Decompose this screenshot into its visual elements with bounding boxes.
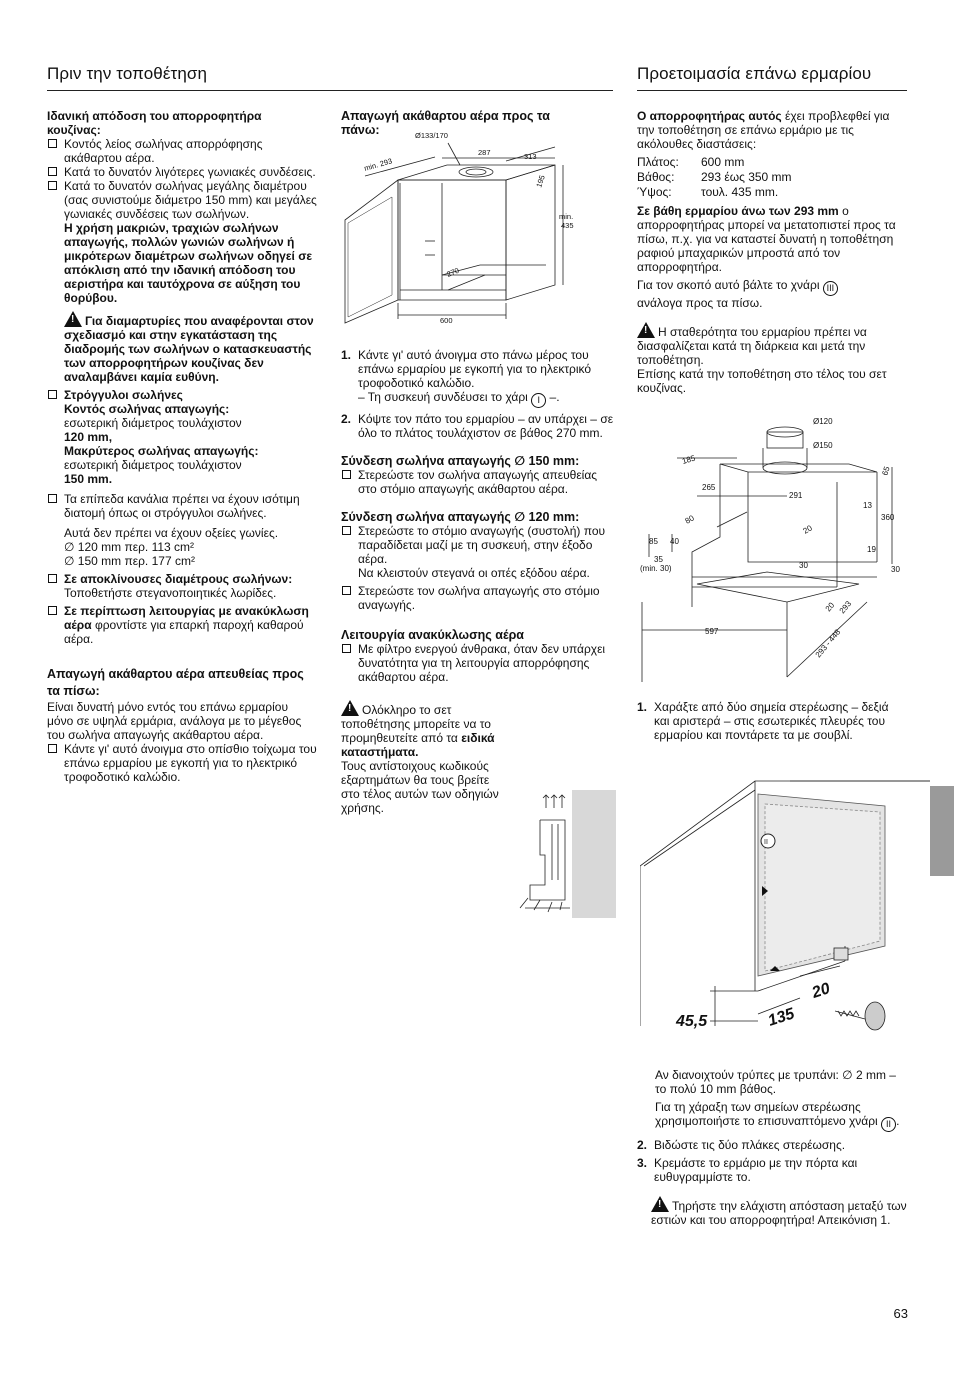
- kit-note: !Ολόκληρο το σετ τοποθέτησης μπορείτε να το προμηθευτείτε από τα ειδικά καταστήματα. Τους αντίστοιχους κωδικούς εξαρτημάτων θα τους βρείτε στο τέλος αυτών των οδηγιών χρήσης.: [341, 700, 511, 815]
- requirements-list: [47, 137, 317, 305]
- svg-text:600: 600: [440, 316, 453, 325]
- svg-text:313: 313: [524, 152, 537, 161]
- svg-text:19: 19: [867, 545, 876, 554]
- svg-text:80: 80: [683, 513, 696, 526]
- svg-text:Ø150: Ø150: [813, 441, 833, 450]
- back-list: [47, 742, 317, 784]
- page-number: 63: [893, 1306, 908, 1321]
- recirculation-airflow-figure: [510, 790, 616, 920]
- list-item: Κοντός λείος σωλήνας απορρόφησης ακάθαρτου αέρα.: [47, 137, 317, 165]
- list-item: Κατά το δυνατόν λιγότερες γωνιακές συνδέσεις.: [47, 165, 317, 179]
- svg-text:20: 20: [823, 600, 837, 614]
- svg-text:40: 40: [670, 537, 679, 546]
- svg-text:291: 291: [789, 491, 803, 500]
- header-rule-left: [47, 90, 613, 91]
- column-3-lower: [637, 1068, 907, 1227]
- svg-text:Ø120: Ø120: [813, 417, 833, 426]
- subheading-up-exhaust: Απαγωγή ακάθαρτου αέρα προς τα πάνω:: [341, 109, 550, 137]
- table-row: Πλάτος: 600 mm: [637, 155, 745, 169]
- ideal-performance-heading: Ιδανική απόδοση του απορροφητήρα κουζίνας:: [47, 109, 262, 137]
- svg-text:597: 597: [705, 627, 719, 636]
- list-item: 2. Βιδώστε τις δύο πλάκες στερέωσης.: [637, 1138, 846, 1152]
- wall: [572, 790, 616, 918]
- subheading-back-exhaust: Απαγωγή ακάθαρτου αέρα απευθείας προς τα πίσω:: [47, 667, 304, 698]
- drill-note: Αν διανοιχτούν τρύπες με τρυπάνι: ∅ 2 mm – το πολύ 10 mm βάθος.: [655, 1068, 896, 1096]
- svg-text:13: 13: [863, 501, 872, 510]
- list-item: Κατά το δυνατόν σωλήνας μεγάλης διαμέτρου (σας συνιστούμε διάμετρο 150 mm) και μεγάλες γωνιακές συνδέσεις των σωλήνων. Η χρήση μακριών, τραχιών σωλήνων απαγωγής, πολλών γωνιών σωλήνων ή μικρότερων διαμέτρων σωλήνων οδηγεί σε απόκλιση από την ιδανική απόδοση του αεριστήρα και ταυτόχρονα σε αύξηση του θορύβου.: [47, 179, 317, 305]
- template-ii-icon: II: [881, 1117, 896, 1132]
- list-item: Στερεώστε τον σωλήνα απαγωγής στο στόμιο αναγωγής.: [341, 584, 619, 612]
- svg-text:293: 293: [837, 599, 854, 616]
- cabinet-top-opening-figure: [340, 125, 600, 330]
- template-i-icon: I: [531, 393, 546, 408]
- list-item: 1. Κάντε γι' αυτό άνοιγμα στο πάνω μέρος του επάνω ερμαρίου με εγκοπή για το ηλεκτρικό τροφοδοτικό καλώδιο. – Τη συσκευή συνδέυσει το χάρι I –.: [341, 348, 619, 408]
- svg-text:min. 293: min. 293: [363, 156, 394, 173]
- warning-liability: !Για διαμαρτυρίες που αναφέρονται στον σχεδιασμό και στην εγκατάσταση της διαδρομής των σωλήνων ο κατασκευαστής των απορροφητήρων κουζίνας δεν αναλαμβάνει καμία ευθύνη.: [47, 311, 317, 384]
- svg-text:20: 20: [801, 523, 814, 536]
- cabinet-dimensions-table: [637, 155, 792, 200]
- steps-up-exhaust: [341, 348, 619, 440]
- template-iii-icon: III: [823, 281, 838, 296]
- table-row: Ύψος: τουλ. 435 mm.: [637, 185, 779, 199]
- list-item: Σε αποκλίνουσες διαμέτρους σωλήνων: Τοποθετήστε στεγανοποιητικές λωρίδες.: [47, 572, 317, 600]
- list-item: Τα επίπεδα κανάλια πρέπει να έχουν ισότιμη διατομή όπως οι στρόγγυλοι σωλήνες. Αυτά δεν πρέπει να έχουν οξείες γωνίες. ∅ 120 mm περ. 113 cm² ∅ 150 mm περ. 177 cm²: [47, 492, 317, 568]
- template-ii-marker: II: [764, 839, 768, 846]
- distance-warning: !Τηρήστε την ελάχιστη απόσταση μεταξύ των εστιών και του απορροφητήρα! Απεικόνιση 1.: [637, 1196, 907, 1227]
- svg-text:Ø133/170: Ø133/170: [415, 131, 448, 140]
- list-item: Στρόγγυλοι σωλήνες Κοντός σωλήνας απαγωγής: εσωτερική διάμετρος τουλάχιστον 120 mm, Μακρύτερος σωλήνας απαγωγής: εσωτερική διάμετρος τουλάχιστον 150 mm.: [47, 388, 317, 486]
- chapter-tab-marker: [930, 786, 954, 876]
- svg-text:(min. 30): (min. 30): [640, 564, 672, 573]
- svg-text:185: 185: [681, 453, 697, 466]
- column-3-step1: [637, 700, 905, 742]
- stability-warning: !Η σταθερότητα του ερμαρίου πρέπει να διασφαλίζεται κατά τη διάρκεια και μετά την τοποθέτηση. Επίσης κατά την τοποθέτηση στο τέλος του σετ κουζίνας.: [637, 322, 907, 395]
- list-recirc: [341, 642, 619, 684]
- svg-text:293 - 448: 293 - 448: [813, 627, 843, 660]
- warning-icon: [637, 322, 655, 338]
- list-item: Στερεώστε τον σωλήνα απαγωγής απευθείας στο στόμιο απαγωγής ακάθαρτου αέρα.: [341, 468, 619, 496]
- svg-text:20: 20: [809, 980, 833, 1002]
- svg-text:30: 30: [891, 565, 900, 574]
- svg-text:30: 30: [799, 561, 808, 570]
- svg-text:265: 265: [702, 483, 716, 492]
- list-item: Με φίλτρο ενεργού άνθρακα, όταν δεν υπάρχει δυνατότητα για τη λειτουργία απορρόφησης ακάθαρτου αέρα.: [341, 642, 619, 684]
- section-title-before-installation: Πριν την τοποθέτηση: [47, 64, 208, 83]
- hood-dimension-figure: [637, 412, 909, 684]
- table-row: Βάθος: 293 έως 350 mm: [637, 170, 792, 184]
- list-item: 2. Κόψτε τον πάτο του ερμαρίου – αν υπάρχει – σε όλο το πλάτος τουλάχιστον σε βάθος 270 mm.: [341, 412, 614, 440]
- svg-text:65: 65: [880, 465, 892, 477]
- svg-text:35: 35: [654, 555, 663, 564]
- cabinet-intro: Ο απορροφητήρας αυτός έχει προβλεφθεί για την τοποθέτηση σε επάνω ερμάριο με τις ακόλουθες διαστάσεις:: [637, 109, 890, 151]
- list-item: 1. Χαράξτε από δύο σημεία στερέωσης – δεξιά και αριστερά – στις εσωτερικές πλευρές του ερμαρίου και ποντάρετε τα με σουβλί.: [637, 700, 889, 742]
- svg-text:360: 360: [881, 513, 895, 522]
- template-note: Για τον σκοπό αυτό βάλτε το χνάρι III ανάλογα προς τα πίσω.: [637, 278, 907, 310]
- subheading-120: Σύνδεση σωλήνα απαγωγής ∅ 120 mm:: [341, 510, 580, 524]
- svg-text:min.: min.: [559, 212, 574, 221]
- list-150: [341, 468, 619, 496]
- list-120: [341, 524, 619, 612]
- column-2-lower: [341, 348, 619, 815]
- svg-text:135: 135: [765, 1005, 797, 1030]
- list-item: Στερεώστε το στόμιο αναγωγής (συστολή) που παραδίδεται μαζί με τη συσκευή, στην έξοδο αέρα. Να κλειστούν στεγανά οι οπές εξόδου αέρα.: [341, 524, 619, 580]
- list-item: Σε περίπτωση λειτουργίας με ανακύκλωση αέρα φροντίστε για επαρκή παροχή καθαρού αέρα.: [47, 604, 317, 646]
- svg-text:195: 195: [534, 173, 547, 189]
- svg-text:435: 435: [561, 221, 574, 230]
- cabinet-template-figure: [640, 776, 930, 1046]
- svg-text:85: 85: [649, 537, 658, 546]
- svg-text:270: 270: [445, 265, 461, 279]
- svg-text:45,5: 45,5: [676, 1013, 708, 1030]
- warning-icon: [64, 311, 82, 327]
- header-rule-right: [637, 90, 907, 91]
- subheading-recirculation: Λειτουργία ανακύκλωσης αέρα: [341, 628, 524, 642]
- warning-icon: [651, 1196, 669, 1212]
- list-item: Κάντε γι' αυτό άνοιγμα στο οπίσθιο τοίχωμα του επάνω ερμαρίου με εγκοπή για το ηλεκτρικό τροφοδοτικό καλώδιο.: [47, 742, 317, 784]
- subheading-150: Σύνδεση σωλήνα απαγωγής ∅ 150 mm:: [341, 454, 580, 468]
- depth-note: Σε βάθη ερμαρίου άνω των 293 mm ο απορροφητήρας μπορεί να μετατοπιστεί προς τα πίσω, π.χ. για να καταστεί δυνατή η τοποθέτηση ραφιού μπαχαρικών μπροστά από τον απορροφητήρα.: [637, 204, 896, 274]
- warning-icon: [341, 700, 359, 716]
- column-3: [637, 109, 907, 395]
- steps-mount: [637, 1138, 907, 1184]
- pipe-list: [47, 388, 317, 646]
- back-exhaust-text: Είναι δυνατή μόνο εντός του επάνω ερμαρίου μόνο σε υψηλά ερμάρια, ανάλογα με το μέγεθος του σωλήνα απαγωγής ακάθαρτου αέρα.: [47, 700, 302, 742]
- list-item: 3. Κρεμάστε το ερμάριο με την πόρτα και ευθυγραμμίστε το.: [637, 1156, 858, 1184]
- column-1: [47, 109, 317, 784]
- template-marking-note: Για τη χάραξη των σημείων στερέωσης χρησιμοποιήστε το επισυναπτόμενο χνάρι II .: [637, 1100, 907, 1132]
- section-title-cabinet-preparation: Προετοιμασία επάνω ερμαρίου: [637, 64, 872, 83]
- svg-text:287: 287: [478, 148, 491, 157]
